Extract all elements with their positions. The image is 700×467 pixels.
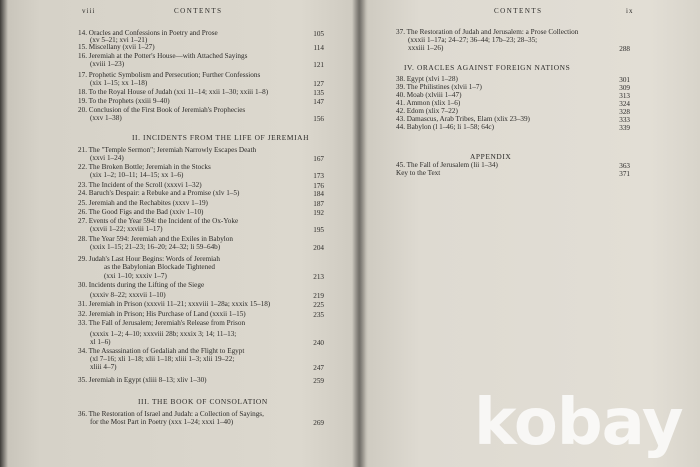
left-toc-page-number: 121 bbox=[313, 61, 324, 69]
left-toc-entry: (xxxix 1–2; 4–10; xxxviii 28b; xxxix 3; 14; 11–13; bbox=[90, 330, 237, 338]
left-toc-page-number: 195 bbox=[313, 226, 324, 234]
right-toc-page-number: 324 bbox=[619, 100, 630, 108]
right-toc-entry: 37. The Restoration of Judah and Jerusalem: a Prose Collection bbox=[396, 28, 579, 36]
left-toc-entry: as the Babylonian Blockade Tightened bbox=[104, 263, 215, 271]
right-toc-entry: 38. Egypt (xlvi 1–28) bbox=[396, 75, 458, 83]
left-toc-entry: 33. The Fall of Jerusalem; Jeremiah's Release from Prison bbox=[78, 319, 246, 327]
left-toc-page-number: 187 bbox=[313, 200, 324, 208]
left-toc-page-number: 269 bbox=[313, 419, 324, 427]
left-toc-entry: 32. Jeremiah in Prison; His Purchase of Land (xxxii 1–15) bbox=[78, 310, 246, 318]
right-toc-page-number: 339 bbox=[619, 124, 630, 132]
left-toc-page-number: 192 bbox=[313, 209, 324, 217]
right-toc-entry: xxxiii 1–26) bbox=[408, 44, 444, 52]
left-toc-entry: 22. The Broken Bottle; Jeremiah in the Stocks bbox=[78, 163, 211, 171]
right-toc-entry: 41. Ammon (xlix 1–6) bbox=[396, 99, 461, 107]
left-toc-entry: 19. To the Prophets (xxiii 9–40) bbox=[78, 97, 170, 105]
right-toc-page-number: 309 bbox=[619, 84, 630, 92]
right-toc-page-number: 288 bbox=[619, 45, 630, 53]
left-toc-entry: (xv 5–21; xvi 1–21) bbox=[90, 36, 148, 44]
left-toc-page-number: 156 bbox=[313, 115, 324, 123]
left-toc-page-number: 105 bbox=[313, 30, 324, 38]
right-toc-entry: 44. Babylon (l 1–46; li 1–58; 64c) bbox=[396, 123, 495, 131]
right-toc-entry: 40. Moab (xlviii 1–47) bbox=[396, 91, 462, 99]
left-page-header: CONTENTS bbox=[174, 7, 223, 15]
left-toc-entry: 29. Judah's Last Hour Begins: Words of Jeremiah bbox=[78, 255, 220, 263]
left-toc-page-number: 204 bbox=[313, 244, 324, 252]
left-toc-page-number: 135 bbox=[313, 89, 324, 97]
right-toc-entry: 43. Damascus, Arab Tribes, Elam (xlix 23–39) bbox=[396, 115, 530, 123]
left-toc-entry: 24. Baruch's Despair: a Rebuke and a Promise (xlv 1–5) bbox=[78, 189, 240, 197]
book-gutter bbox=[352, 0, 366, 467]
right-toc-page-number: 363 bbox=[619, 162, 630, 170]
left-toc-entry: (xix 1–15; xx 1–18) bbox=[90, 79, 148, 87]
left-toc-entry: (xl 7–16; xli 1–18; xlii 1–18; xliii 1–3; xlii 19–22; bbox=[90, 355, 235, 363]
right-toc-page-number: 313 bbox=[619, 92, 630, 100]
right-toc-entry: (xxxii 1–17a; 24–27; 36–44; 17b–23; 28–35; bbox=[408, 36, 538, 44]
right-toc-page-number: 371 bbox=[619, 170, 630, 178]
left-toc-entry: 31. Jeremiah in Prison (xxxvii 11–21; xxxviii 1–28a; xxxix 15–18) bbox=[78, 300, 271, 308]
watermark-logo: kobay bbox=[474, 386, 683, 460]
left-toc-page-number: 114 bbox=[313, 44, 324, 52]
right-toc-entry: 42. Edom (xlix 7–22) bbox=[396, 107, 458, 115]
right-toc-page-number: 328 bbox=[619, 108, 630, 116]
right-toc-page-number: 333 bbox=[619, 116, 630, 124]
left-toc-entry: (xix 1–2; 10–11; 14–15; xx 1–6) bbox=[90, 171, 184, 179]
right-folio: ix bbox=[626, 7, 634, 15]
left-toc-entry: (xxv 1–38) bbox=[90, 114, 122, 122]
left-toc-page-number: 167 bbox=[313, 155, 324, 163]
right-page-header: CONTENTS bbox=[494, 7, 543, 15]
left-section-heading: III. THE BOOK OF CONSOLATION bbox=[138, 397, 268, 406]
left-toc-page-number: 213 bbox=[313, 273, 324, 281]
left-toc-entry: 30. Incidents during the Lifting of the Siege bbox=[78, 281, 205, 289]
left-toc-entry: 35. Jeremiah in Egypt (xliii 8–13; xliv 1–30) bbox=[78, 376, 207, 384]
left-toc-page-number: 247 bbox=[313, 364, 324, 372]
right-section-heading: IV. ORACLES AGAINST FOREIGN NATIONS bbox=[404, 63, 571, 72]
left-toc-page-number: 147 bbox=[313, 98, 324, 106]
left-toc-entry: (xxi 1–10; xxxiv 1–7) bbox=[104, 272, 167, 280]
right-toc-entry: 45. The Fall of Jerusalem (lii 1–34) bbox=[396, 161, 498, 169]
left-toc-entry: (xxvii 1–22; xxviii 1–17) bbox=[90, 225, 163, 233]
left-toc-page-number: 240 bbox=[313, 339, 324, 347]
left-toc-entry: (xviii 1–23) bbox=[90, 60, 125, 68]
left-toc-entry: 21. The "Temple Sermon"; Jeremiah Narrowly Escapes Death bbox=[78, 146, 257, 154]
left-toc-page-number: 235 bbox=[313, 311, 324, 319]
left-toc-page-number: 127 bbox=[313, 80, 324, 88]
left-toc-page-number: 259 bbox=[313, 377, 324, 385]
left-toc-entry: 16. Jeremiah at the Potter's House—with Attached Sayings bbox=[78, 52, 248, 60]
left-toc-entry: (xxix 1–15; 21–23; 16–20; 24–32; li 59–64b) bbox=[90, 243, 221, 251]
left-toc-entry: xliii 4–7) bbox=[90, 363, 117, 371]
left-toc-entry: 20. Conclusion of the First Book of Jeremiah's Prophecies bbox=[78, 106, 246, 114]
left-toc-entry: 36. The Restoration of Israel and Judah: a Collection of Sayings, bbox=[78, 410, 264, 418]
right-toc-entry: Key to the Text bbox=[396, 169, 441, 177]
left-toc-entry: 25. Jeremiah and the Rechabites (xxxv 1–19) bbox=[78, 199, 208, 207]
left-toc-entry: (xxvi 1–24) bbox=[90, 154, 124, 162]
left-toc-page-number: 184 bbox=[313, 190, 324, 198]
left-toc-entry: 26. The Good Figs and the Bad (xxiv 1–10) bbox=[78, 208, 204, 216]
right-toc-page-number: 301 bbox=[619, 76, 630, 84]
left-folio: viii bbox=[82, 7, 96, 15]
left-toc-entry: 18. To the Royal House of Judah (xxi 11–14; xxii 1–30; xxiii 1–8) bbox=[78, 88, 269, 96]
left-toc-page-number: 219 bbox=[313, 292, 324, 300]
right-section-heading: APPENDIX bbox=[470, 152, 512, 161]
left-toc-entry: 14. Oracles and Confessions in Poetry and Prose bbox=[78, 29, 218, 37]
left-toc-entry: 17. Prophetic Symbolism and Persecution; Further Confessions bbox=[78, 71, 261, 79]
left-toc-entry: 27. Events of the Year 594: the Incident of the Ox-Yoke bbox=[78, 217, 239, 225]
left-toc-entry: 28. The Year 594: Jeremiah and the Exiles in Babylon bbox=[78, 235, 233, 243]
right-toc-entry: 39. The Philistines (xlvii 1–7) bbox=[396, 83, 482, 91]
left-toc-entry: 15. Miscellany (xvii 1–27) bbox=[78, 43, 155, 51]
left-section-heading: II. INCIDENTS FROM THE LIFE OF JEREMIAH bbox=[132, 133, 310, 142]
left-toc-page-number: 173 bbox=[313, 172, 324, 180]
left-toc-entry: 23. The Incident of the Scroll (xxxvi 1–32) bbox=[78, 181, 202, 189]
left-toc-entry: (xxxiv 8–22; xxxvii 1–10) bbox=[90, 291, 166, 299]
left-toc-page-number: 176 bbox=[313, 182, 324, 190]
left-toc-entry: 34. The Assassination of Gedaliah and the Flight to Egypt bbox=[78, 347, 245, 355]
left-toc-entry: for the Most Part in Poetry (xxx 1–24; xxxi 1–40) bbox=[90, 418, 234, 426]
left-toc-entry: xl 1–6) bbox=[90, 338, 111, 346]
left-toc-page-number: 225 bbox=[313, 301, 324, 309]
